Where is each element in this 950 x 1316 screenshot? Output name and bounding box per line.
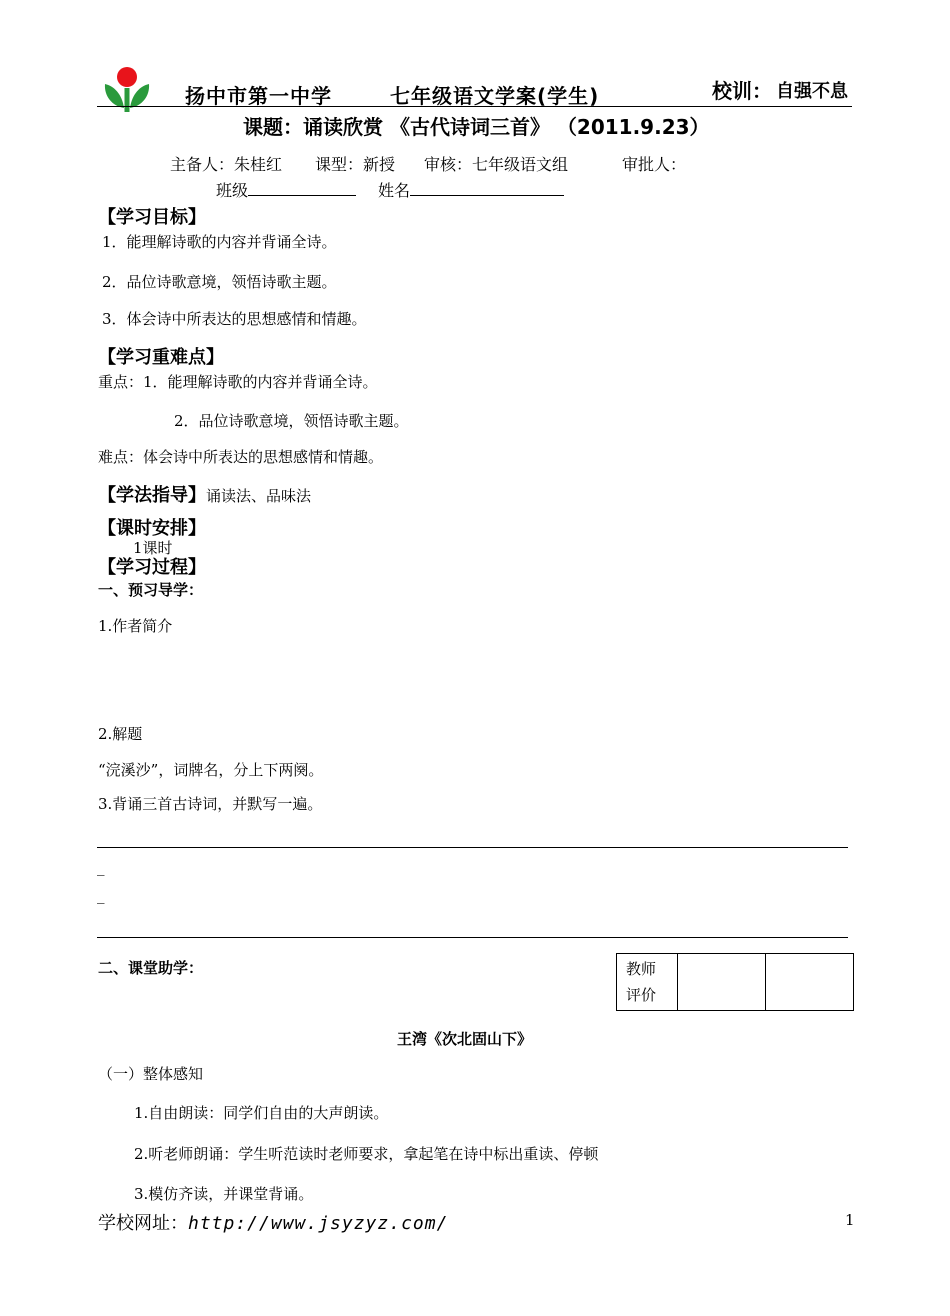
step-item: 1.自由朗读：同学们自由的大声朗读。	[134, 1104, 389, 1122]
class-blank[interactable]	[248, 180, 356, 196]
title-explain-note: “浣溪沙”，词牌名，分上下两阕。	[98, 761, 324, 779]
site-url[interactable]: http://www.jsyzyz.com/	[188, 1213, 449, 1234]
step-item: 3.模仿齐读，并课堂背诵。	[134, 1185, 314, 1203]
teacher-eval-table	[616, 953, 854, 1011]
writing-dash: _	[97, 886, 105, 904]
title-explain: 2.解题	[98, 725, 143, 743]
lesson-title: 课题：诵读欣赏 《古代诗词三首》 （2011.9.23）	[243, 115, 710, 139]
poem-title: 王湾《次北固山下》	[397, 1030, 533, 1048]
meta-type: 课型：新授	[315, 155, 396, 174]
site-label: 学校网址：	[98, 1213, 188, 1234]
focus-item: 2．品位诗歌意境，领悟诗歌主题。	[174, 412, 409, 430]
classroom-heading: 二、课堂助学：	[98, 959, 204, 977]
goal-item: 3．体会诗中所表达的思想感情和情趣。	[102, 310, 367, 328]
writing-line[interactable]	[97, 937, 848, 938]
class-label: 班级	[216, 181, 249, 200]
logo-leaf-right	[130, 84, 149, 108]
focus-item: 重点：1．能理解诗歌的内容并背诵全诗。	[98, 373, 378, 391]
meta-approver: 审批人：	[622, 155, 687, 174]
meta-review: 审核：七年级语文组	[424, 155, 569, 174]
doc-type: 七年级语文学案(学生)	[390, 84, 600, 108]
method-heading: 【学法指导】	[98, 485, 206, 506]
name-field[interactable]	[378, 178, 564, 201]
author-intro: 1.作者简介	[98, 617, 173, 635]
motto-label: 校训：	[712, 79, 772, 103]
method-text: 诵读法、品味法	[206, 487, 312, 505]
header-rule	[97, 106, 852, 107]
motto: 自强不息	[776, 81, 848, 102]
preview-heading: 一、预习导学：	[98, 581, 204, 599]
goal-item: 1．能理解诗歌的内容并背诵全诗。	[102, 233, 337, 251]
process-heading: 【学习过程】	[98, 557, 206, 578]
difficulty-item: 难点：体会诗中所表达的思想感情和情趣。	[98, 448, 384, 466]
name-label: 姓名	[378, 181, 411, 200]
meta-preparer: 主备人：朱桂红	[170, 155, 283, 174]
logo-leaf-left	[105, 84, 124, 108]
recite-task: 3.背诵三首古诗词，并默写一遍。	[98, 795, 323, 813]
logo-stem	[125, 88, 130, 112]
footer-site	[98, 1209, 448, 1235]
class-field[interactable]	[216, 178, 356, 201]
writing-line[interactable]	[97, 847, 848, 848]
method-line	[98, 481, 311, 507]
page-number: 1	[845, 1211, 855, 1229]
goals-heading: 【学习目标】	[98, 207, 206, 228]
name-blank[interactable]	[410, 180, 564, 196]
eval-cell[interactable]	[766, 954, 854, 1011]
logo-sun	[117, 67, 137, 87]
keypoints-heading: 【学习重难点】	[98, 347, 224, 368]
step-item: 2.听老师朗诵：学生听范读时老师要求，拿起笔在诗中标出重读、停顿	[134, 1145, 599, 1163]
school-name: 扬中市第一中学	[185, 84, 332, 108]
goal-item: 2．品位诗歌意境，领悟诗歌主题。	[102, 273, 337, 291]
writing-dash: _	[97, 858, 105, 876]
eval-label-cell	[617, 954, 678, 1011]
eval-label: 教师评价	[626, 960, 657, 1004]
section-heading: （一）整体感知	[98, 1065, 204, 1083]
eval-cell[interactable]	[678, 954, 766, 1011]
schedule-text: 1课时	[133, 539, 173, 557]
schedule-heading: 【课时安排】	[98, 518, 206, 539]
